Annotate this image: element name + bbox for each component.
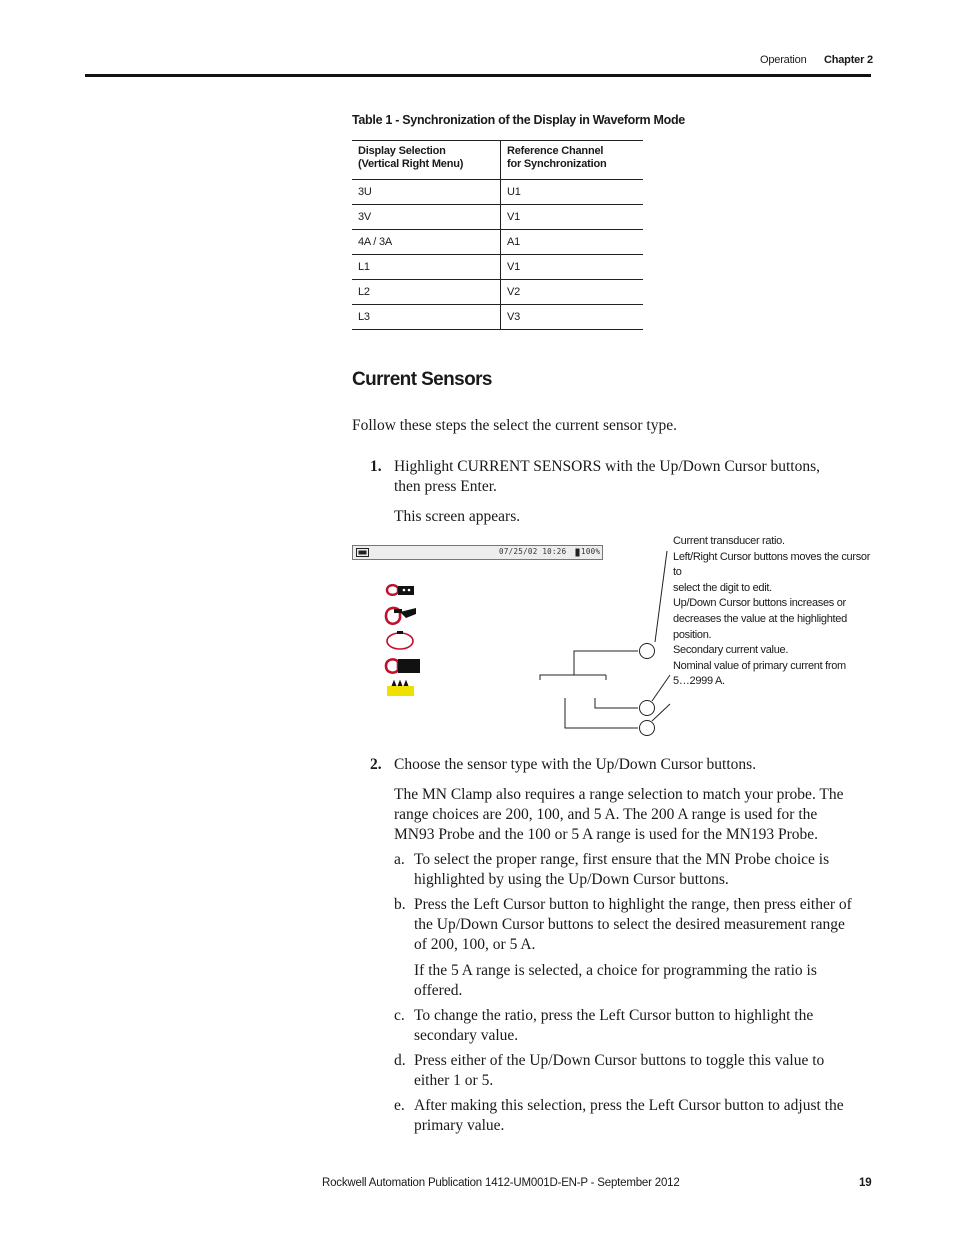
text-line: offered. bbox=[414, 982, 463, 999]
substep-letter: d. bbox=[394, 1052, 406, 1069]
table-cell: V1 bbox=[501, 255, 644, 280]
annotation-line: Left/Right Cursor buttons moves the cursor to bbox=[673, 550, 871, 579]
annotation-line: Nominal value of primary current from bbox=[673, 659, 846, 672]
substep-letter: c. bbox=[394, 1007, 405, 1024]
table-cell: A1 bbox=[501, 230, 644, 255]
screen-datetime: 07/25/02 10:26 bbox=[499, 547, 567, 556]
table-cell: 3U bbox=[352, 180, 501, 205]
text-line: After making this selection, press the Left Cursor button to adjust the bbox=[414, 1097, 844, 1114]
text-line: range choices are 200, 100, and 5 A. The 200 A range is used for the bbox=[394, 806, 818, 823]
table-row bbox=[352, 305, 643, 330]
substep-letter: e. bbox=[394, 1097, 405, 1114]
section-title: Current Sensors bbox=[352, 369, 492, 390]
text-line: To select the proper range, first ensure that the MN Probe choice is bbox=[414, 851, 830, 868]
table-cell: U1 bbox=[501, 180, 644, 205]
text-line: MN93 Probe and the 100 or 5 A range is used for the MN193 Probe. bbox=[394, 826, 819, 843]
text-line: If the 5 A range is selected, a choice for programming the ratio is bbox=[414, 962, 817, 979]
footer-publication: Rockwell Automation Publication 1412-UM001D-EN-P - September 2012 bbox=[322, 1177, 680, 1189]
table-header-row bbox=[352, 141, 643, 180]
table-row bbox=[352, 180, 643, 205]
step-followup: This screen appears. bbox=[394, 508, 521, 525]
substep-text bbox=[414, 1051, 824, 1091]
text-line: the Up/Down Cursor buttons to select the desired measurement range bbox=[414, 916, 845, 933]
text-line: then press Enter. bbox=[394, 478, 497, 495]
text-line: Press either of the Up/Down Cursor buttons to toggle this value to bbox=[414, 1052, 825, 1069]
substep-letter: a. bbox=[394, 851, 405, 868]
step-text bbox=[394, 457, 820, 497]
text-line: primary value. bbox=[414, 1117, 505, 1134]
text-line: of 200, 100, or 5 A. bbox=[414, 936, 536, 953]
text-line: secondary value. bbox=[414, 1027, 519, 1044]
table-cell: V1 bbox=[501, 205, 644, 230]
substep-text bbox=[414, 1096, 844, 1136]
intro-text: Follow these steps the select the current sensor type. bbox=[352, 417, 677, 434]
sync-table bbox=[352, 140, 643, 330]
annotation-line: position. bbox=[673, 628, 712, 641]
step-number: 1. bbox=[370, 458, 382, 475]
running-header-section: Operation bbox=[760, 54, 807, 66]
substep-text bbox=[414, 895, 852, 955]
table-cell: L2 bbox=[352, 280, 501, 305]
callout-annotation bbox=[673, 534, 872, 690]
header-rule bbox=[85, 74, 871, 77]
table-cell: 4A / 3A bbox=[352, 230, 501, 255]
annotation-line: Secondary current value. bbox=[673, 644, 789, 657]
table-row bbox=[352, 205, 643, 230]
annotation-line: Up/Down Cursor buttons increases or bbox=[673, 597, 846, 610]
text-line: To change the ratio, press the Left Cursor button to highlight the bbox=[414, 1007, 814, 1024]
substep-text bbox=[414, 1006, 813, 1046]
text-line: Highlight CURRENT SENSORS with the Up/Down Cursor buttons, bbox=[394, 458, 821, 475]
table-cell: L3 bbox=[352, 305, 501, 330]
table-row bbox=[352, 280, 643, 305]
table-caption: Table 1 - Synchronization of the Display in Waveform Mode bbox=[352, 113, 685, 127]
table-cell: V3 bbox=[501, 305, 644, 330]
step-number: 2. bbox=[370, 756, 382, 773]
table-row bbox=[352, 255, 643, 280]
header-line: Display Selection bbox=[358, 145, 446, 157]
table-header-cell bbox=[501, 141, 644, 180]
battery-level: 100% bbox=[581, 547, 601, 556]
substep-letter: b. bbox=[394, 896, 406, 913]
header-line: for Synchronization bbox=[507, 158, 607, 170]
header-line: Reference Channel bbox=[507, 145, 604, 157]
current-sensors-figure bbox=[352, 530, 872, 740]
annotation-line: select the digit to edit. bbox=[673, 581, 772, 594]
table-cell: V2 bbox=[501, 280, 644, 305]
annotation-line: Current transducer ratio. bbox=[673, 535, 785, 547]
running-header-chapter: Chapter 2 bbox=[824, 54, 873, 66]
step-paragraph bbox=[394, 785, 844, 845]
table-header-cell bbox=[352, 141, 501, 180]
table-cell: L1 bbox=[352, 255, 501, 280]
text-line: The MN Clamp also requires a range selection to match your probe. The bbox=[394, 786, 844, 803]
text-line: highlighted by using the Up/Down Cursor buttons. bbox=[414, 871, 729, 888]
header-line: (Vertical Right Menu) bbox=[358, 158, 464, 170]
table-row bbox=[352, 230, 643, 255]
page-number: 19 bbox=[859, 1177, 872, 1189]
annotation-line: 5…2999 A. bbox=[673, 675, 725, 688]
text-line: Press the Left Cursor button to highlight the range, then press either of bbox=[414, 896, 852, 913]
step-text: Choose the sensor type with the Up/Down Cursor buttons. bbox=[394, 756, 757, 773]
substep-text bbox=[414, 850, 829, 890]
table-cell: 3V bbox=[352, 205, 501, 230]
substep-note bbox=[414, 961, 817, 1001]
text-line: either 1 or 5. bbox=[414, 1072, 494, 1089]
annotation-line: decreases the value at the highlighted bbox=[673, 612, 847, 625]
